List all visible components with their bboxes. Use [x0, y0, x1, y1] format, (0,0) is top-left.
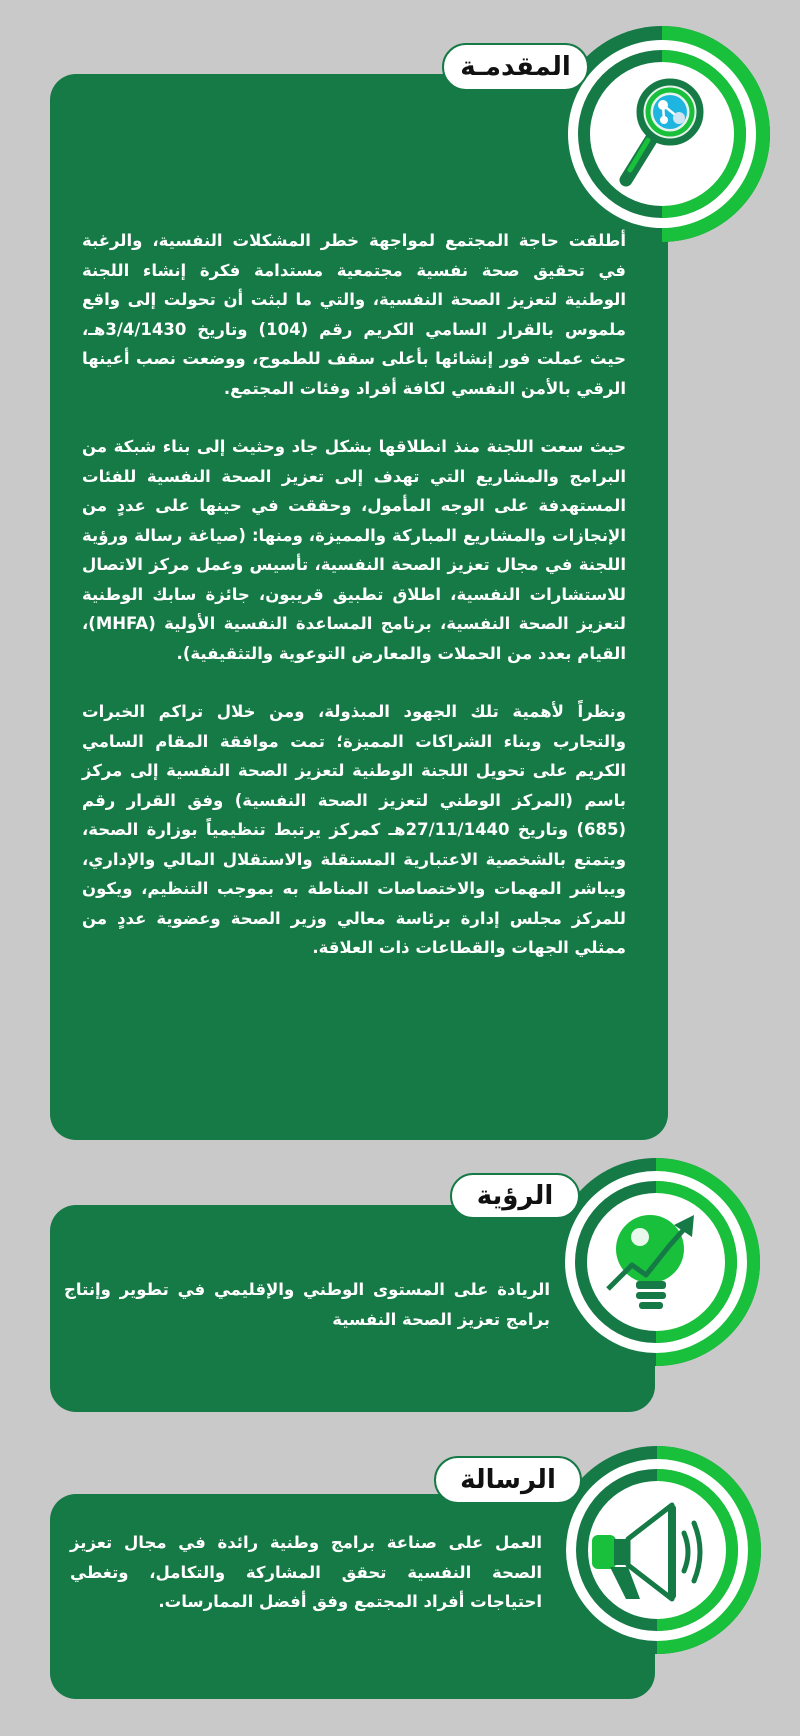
megaphone-icon [588, 1495, 718, 1605]
vision-title: الرؤية [450, 1173, 580, 1219]
magnifier-molecule-icon [608, 78, 720, 190]
mission-text [70, 1528, 542, 1617]
vision-text [64, 1275, 550, 1334]
intro-title: المقدمـة [442, 43, 589, 91]
intro-paragraph-3: ونظراً لأهمية تلك الجهود المبذولة، ومن خلال تراكم الخبرات والتجارب وبناء الشراكات المميزة؛ تمت موافقة المقام السامي الكريم على تحويل اللجنة الوطنية لتعزيز الصحة النفسية إلى مركز باسم (المركز الوطني لتعزيز الصحة النفسية) وفق القرار رقم (685) وتاريخ 27/11/1440هـ كمركز يرتبط تنظيمياً بوزارة الصحة، ويتمتع بالشخصية الاعتبارية المستقلة والاستقلال المالي والإداري، ويباشر المهمات والاختصاصات المناطة به بموجب التنظيم، ويكون للمركز مجلس إدارة برئاسة معالي وزير الصحة وعضوية عددٍ من ممثلي الجهات والقطاعات ذات العلاقة. [82, 702, 626, 957]
vision-paragraph: الريادة على المستوى الوطني والإقليمي في تطوير وإنتاج برامج تعزيز الصحة النفسية [64, 1280, 550, 1329]
intro-paragraph-2: حيث سعت اللجنة منذ انطلاقها بشكل جاد وحثيث إلى بناء شبكة من البرامج والمشاريع التي تهدف إلى تعزيز الصحة النفسية للفئات المستهدفة على الوجه المأمول، وحققت في حينها على عددٍ من الإنجازات والمشاريع المباركة والمميزة، ومنها: (صياغة رسالة ورؤية اللجنة في مجال تعزيز الصحة النفسية، تأسيس وعمل مركز الاتصال للاستشارات النفسية، اطلاق تطبيق قريبون، جائزة سابك الوطنية لتعزيز الصحة النفسية، برنامج المساعدة النفسية الأولية (MHFA)، القيام بعدد من الحملات والمعارض التوعوية والتثقيفية). [82, 437, 626, 663]
intro-text [82, 226, 626, 963]
mission-title: الرسالة [434, 1456, 582, 1504]
lightbulb-growth-icon [604, 1205, 708, 1317]
intro-paragraph-1: أطلقت حاجة المجتمع لمواجهة خطر المشكلات النفسية، والرغبة في تحقيق صحة نفسية مجتمعية مستدامة فكرة إنشاء اللجنة الوطنية لتعزيز الصحة النفسية، والتي ما لبثت أن تحولت إلى واقع ملموس بالقرار السامي الكريم رقم (104) وتاريخ 3/4/1430هـ، حيث عملت فور إنشائها بأعلى سقف للطموح، ووضعت نصب أعينها الرقي بالأمن النفسي لكافة أفراد وفئات المجتمع. [82, 231, 627, 398]
mission-paragraph: العمل على صناعة برامج وطنية رائدة في مجال تعزيز الصحة النفسية تحقق المشاركة والتكامل، وتغطي احتياجات أفراد المجتمع وفق أفضل الممارسات. [70, 1533, 542, 1611]
